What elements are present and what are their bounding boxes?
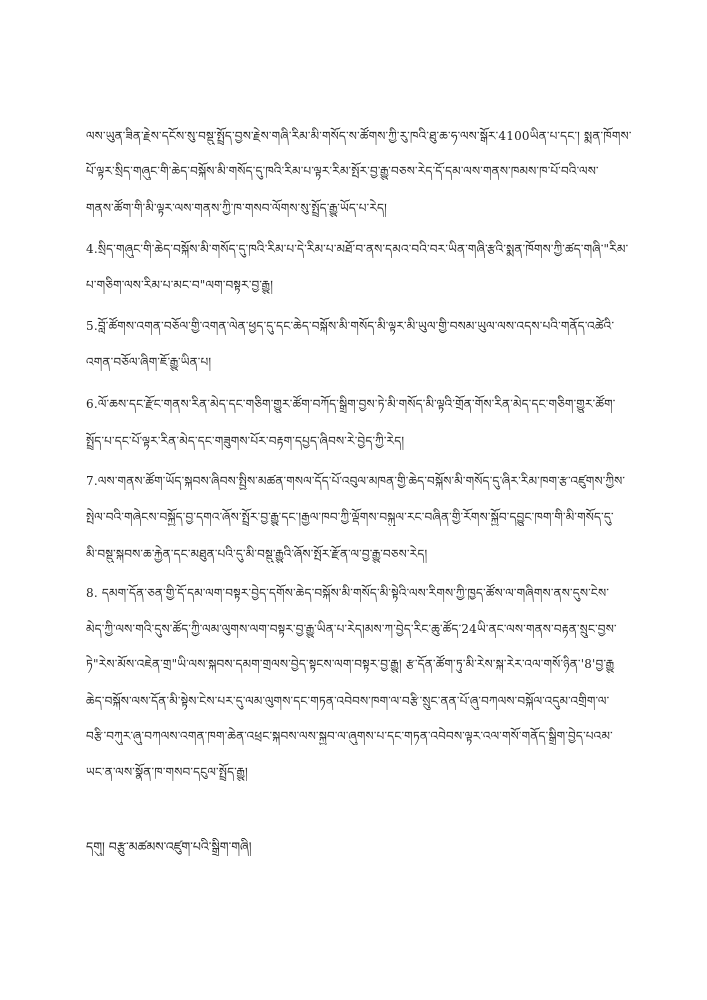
item-5-line-1: 5.བློ་ཚོགས་འགན་བཅོལ་གྱི་འགན་ལེན་ཕྱད་དུ་དང་ཆེད་བསྐོས་མི་གསོད་མི་ལྟར་མི་ཡུལ་གྱི་བསམ་ཡུལ་ལས་འདས་པའི་གནོད་འཚེའི་ xyxy=(86,319,615,333)
item-7-line-2: སྤེལ་བའི་གཞེངས་བསྐྱོད་བྱ་དགའ་ཞོས་སྤྲོར་བྱ་རྒྱུ་དང་།རྒྱལ་ཁབ་ཀྱི་ལྡོགས་བསྐུལ་རང་བཞིན་གྱི་རོགས་སྐྱོབ་དབྱུང་ཁག་གི་མི་གསོད་དུ་ xyxy=(86,510,614,524)
item-4-line-2: པ་གཅིག་ལས་རིམ་པ་མང་བ"ལག་བསྟར་བྱ་རྒྱུ། xyxy=(86,278,274,292)
item-8-line-6: ཡང་ན་ལས་སྣོན་ཁ་གསབ་དངུལ་སྤྲོད་རྒྱུ། xyxy=(86,765,248,779)
item-8-line-5: བརྩི་བཀུར་ཞུ་བཀལས་འགན་ཁག་ཆེན་འཕྲང་སྐབས་ལས་སྐྱབ་ལ་ཞུགས་པ་དང་གཏན་འབེབས་ལྟར་འལ་གསོ་གནོད་སྒྲིག་བྱེད་པའམ་ xyxy=(86,729,613,743)
item-5-line-2: འགན་བཅོལ་ཞིག་ཇོ་རྒྱུ་ཡིན་པ། xyxy=(86,355,212,369)
item-6-line-2: སྤྲོད་པ་དང་པོ་ལྟར་རིན་མེད་དང་གཟུགས་པོར་བརྟག་དཔྱད་ཞིབས་རེ་བྱེད་ཀྱི་རེད། xyxy=(86,434,405,448)
item-4-line-1: 4.སྲིད་གཞུང་གི་ཆེད་བསྐོས་མི་གསོད་དུ་ཁའི་རིམ་པ་དེ་རིམ་པ་མཐོ་བ་ནས་དམའ་བའི་བར་ཡིན་གཞི་རྩའི་སྨན་ཁོགས་ཀྱི་ཚད་གཞི་"རིམ་ xyxy=(86,242,629,256)
item-8-line-1: 8. དམག་དོན་ཅན་གྱི་དོ་དམ་ལག་བསྟར་བྱེད་དགོས་ཆེད་བསྐོས་མི་གསོད་མི་སྟེའི་ལས་རིགས་ཀྱི་ཁྱད་ཚོས་ལ་གཞིགས་ནས་དུས་ངེས་ xyxy=(86,586,610,600)
item-8-line-3: ཏེ"རེས་མོས་འཇེན་གྲ"ཡི་ལས་སྐབས་དམག་གྲལས་བྱེད་སྟངས་ལག་བསྟར་བྱ་རྒྱུ། རྩ་དོན་ཚོག་ཏུ་མི་རེས་སྐ་རེར་འལ་གསོ་ཉིན་'8'བྱ་རྒྱུ xyxy=(86,657,615,671)
item-7-line-3: མི་བསྡུ་སྐབས་ཆ་རྐྱེན་དང་མཐུན་པའི་དུ་མི་བསྡུ་རྒྱུའི་ཞོས་སྤོར་རྫོན་ལ་བྱ་རྒྱུ་བཅས་རེད། xyxy=(86,547,428,561)
section-heading: དགུ། བརྩུ་མཚམས་འཛུག་པའི་སྒྲིག་གཞི། xyxy=(86,839,252,854)
item-6-line-1: 6.ལོ་ཆས་དང་རྫོང་གནས་རིན་མེད་དང་གཅིག་གྱུར་ཚོག་བཀོད་སྒྲིག་བྱས་ཏེ་མི་གསོད་མི་ལྟའི་གྲོན་གོས་རིན་མེད་དང་གཅིག་གྱུར་ཚོག་ xyxy=(86,397,616,411)
text-line-1: ལས་ཡུན་ཟིན་རྗེས་དངོས་སུ་བསྡུ་སྤྲོད་བྱས་རྗེས་གཞི་རིམ་མི་གསོད་ས་ཚོགས་ཀྱི་རུ་ཁའི་ཐུ་ཆ་ཧ་ལས་སྒོར་4100ཡིན་པ་དང་། སྨན་ཁོགས་ xyxy=(86,129,632,143)
item-8-line-2: མེད་ཀྱི་ལས་གའི་དུས་ཚོད་ཀྱི་ལམ་ལུགས་ལག་བསྟར་བྱ་རྒྱུ་ཡིན་པ་རེད།མས་ཀ་བྱེད་རིང་ཆུ་ཚོད་24ཡི་ནང་ལས་གནས་བརྟན་སྲུང་བྱས་ xyxy=(86,622,617,636)
item-8-line-4: ཆེད་བསྐོས་ལས་དོན་མི་སྟེས་ངེས་པར་དུ་ལམ་ལུགས་དང་གཏན་འབེབས་ཁག་ལ་བརྩི་སྲུང་ནན་པོ་ཞུ་བཀལས་བསྐོལ་འདུམ་འགྲིག་ལ་ xyxy=(86,694,610,708)
text-line-2: པོ་ལྟར་སྲིད་གཞུང་གི་ཆེད་བསྐོས་མི་གསོད་དུ་ཁའི་རིམ་པ་ལྟར་རིམ་སྤོར་བྱ་རྒྱུ་བཅས་རེད་དོ་དམ་ལས་གནས་ཁམས་ཁ་པོ་བའི་ལས་ xyxy=(86,164,599,178)
item-7-line-1: 7.ལས་གནས་ཚོག་ཡོད་སྐབས་ཞིབས་སྤྱིས་མཚན་གསལ་དོད་པོ་འབུལ་མཁན་གྱི་ཆེད་བསྐོས་མི་གསོད་དུ་ཞིར་རིམ་ཁག་རྩ་འཛུགས་ཀྱིས་ xyxy=(86,474,626,488)
text-line-3: གནས་ཚོག་གི་མི་ལྟར་ལས་གནས་ཀྱི་ཁ་གསབ་ལོགས་སུ་སྤྲོད་རྒྱུ་ཡོད་པ་རེད། xyxy=(86,201,388,215)
